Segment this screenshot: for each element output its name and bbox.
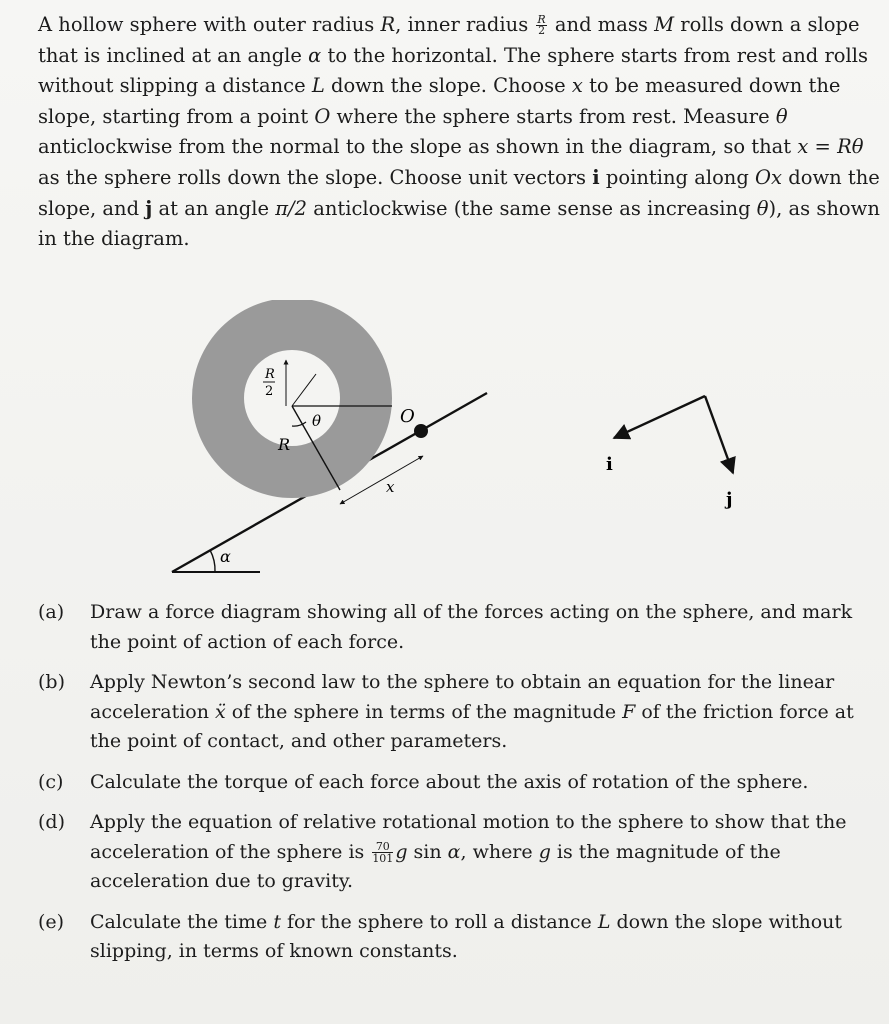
text-run: and mass bbox=[548, 13, 655, 36]
math-var: Ox bbox=[755, 165, 783, 189]
part-e bbox=[38, 908, 883, 967]
math-var: L bbox=[311, 74, 325, 98]
part-text: Calculate the torque of each force about the axis of rotation of the sphere. bbox=[90, 770, 809, 793]
math-var: F bbox=[622, 700, 636, 723]
math-var: ẍ bbox=[215, 700, 226, 723]
x-label: x bbox=[386, 478, 395, 496]
theta-label: θ bbox=[312, 412, 322, 430]
text-run: to be measured down the slope, starting from a point bbox=[38, 74, 841, 128]
math-var: θ bbox=[775, 104, 788, 128]
fraction-numerator: R bbox=[537, 13, 546, 26]
text-run: where the sphere starts from rest. Measure bbox=[330, 104, 776, 128]
r-label: R bbox=[278, 435, 291, 454]
r-half-numerator: R bbox=[265, 367, 275, 382]
o-label: O bbox=[400, 406, 415, 427]
unit-vector-i-arrow bbox=[614, 396, 705, 438]
text-run: at an angle bbox=[152, 196, 276, 220]
math-var: π/2 bbox=[275, 196, 308, 220]
math-vector: j bbox=[145, 196, 153, 220]
math-var: α bbox=[308, 43, 322, 67]
text-run: Calculate the time bbox=[90, 910, 274, 933]
fraction-denominator: 101 bbox=[372, 852, 394, 865]
text-run: of the sphere in terms of the magnitude bbox=[225, 700, 623, 723]
j-label: j bbox=[726, 489, 733, 510]
part-label: (d) bbox=[38, 811, 65, 833]
math-vector: i bbox=[592, 165, 600, 189]
text-run: , inner radius bbox=[395, 13, 535, 36]
math-var: L bbox=[597, 910, 611, 933]
unit-vector-j-arrow bbox=[705, 396, 733, 473]
problem-statement bbox=[38, 10, 883, 255]
text-run: is the magnitude of the acceleration due to gravity. bbox=[90, 840, 781, 892]
math-var: O bbox=[314, 104, 331, 128]
text-run: Apply Newton’s second law to the sphere to obtain an equation for the linear acceleration bbox=[90, 671, 835, 723]
text-run: down the slope without slipping, in terms of known constants. bbox=[90, 910, 843, 962]
text-run: anticlockwise (the same sense as increasing bbox=[307, 196, 757, 220]
sphere-diagram bbox=[160, 300, 760, 585]
math-var: t bbox=[273, 910, 281, 933]
fraction-r-over-2 bbox=[536, 15, 546, 36]
text-run: ), as shown in the diagram. bbox=[38, 196, 880, 251]
part-b bbox=[38, 668, 883, 757]
text-run: to the horizontal. The sphere starts from rest and rolls without slipping a distance bbox=[38, 43, 869, 98]
text-run: pointing along bbox=[599, 165, 756, 189]
math-var: M bbox=[654, 13, 675, 36]
sphere-inner bbox=[244, 350, 340, 446]
alpha-label: α bbox=[220, 547, 231, 566]
text-run: rolls down a slope that is inclined at an angle bbox=[38, 13, 860, 67]
part-c bbox=[38, 768, 883, 798]
text-run: sin bbox=[407, 840, 448, 863]
text-run: , where bbox=[460, 840, 539, 863]
question-parts bbox=[38, 598, 883, 978]
fraction-numerator: 70 bbox=[372, 841, 393, 853]
text-run: down the slope, and bbox=[38, 165, 880, 220]
part-text bbox=[90, 908, 883, 967]
i-label: i bbox=[606, 454, 613, 475]
math-var: g bbox=[538, 840, 551, 863]
part-label: (e) bbox=[38, 910, 65, 933]
text-run: A hollow sphere with outer radius bbox=[38, 13, 381, 36]
text-run: as the sphere rolls down the slope. Choose unit vectors bbox=[38, 165, 593, 189]
math-var: θ bbox=[756, 196, 769, 220]
text-run: Apply the equation of relative rotational motion to the sphere to show that the acceleration of the sphere is bbox=[90, 811, 847, 863]
alpha-arc bbox=[210, 550, 215, 572]
text-run: for the sphere to roll a distance bbox=[280, 910, 598, 933]
math-var: α bbox=[447, 840, 461, 863]
fraction-denominator: 2 bbox=[538, 24, 546, 37]
text-run: anticlockwise from the normal to the slope as shown in the diagram, so that bbox=[38, 135, 798, 159]
r-half-denominator: 2 bbox=[265, 384, 274, 399]
math-var: R bbox=[380, 13, 396, 36]
part-label: (b) bbox=[38, 671, 65, 693]
math-var: x = Rθ bbox=[797, 135, 864, 159]
fraction-70-over-101 bbox=[372, 841, 393, 864]
problem-paragraph bbox=[38, 10, 883, 255]
text-run: down the slope. Choose bbox=[324, 74, 572, 98]
part-d bbox=[38, 808, 883, 897]
part-text: Draw a force diagram showing all of the forces acting on the sphere, and mark the point of action of each force. bbox=[90, 601, 853, 653]
part-label: (a) bbox=[38, 601, 65, 623]
part-label: (c) bbox=[38, 770, 64, 793]
math-var: x bbox=[571, 74, 583, 98]
part-a bbox=[38, 598, 883, 657]
part-text bbox=[90, 808, 883, 897]
text-run: of the friction force at the point of contact, and other parameters. bbox=[90, 700, 854, 752]
point-o bbox=[414, 424, 428, 438]
math-var: g bbox=[395, 840, 408, 863]
part-text bbox=[90, 668, 883, 757]
